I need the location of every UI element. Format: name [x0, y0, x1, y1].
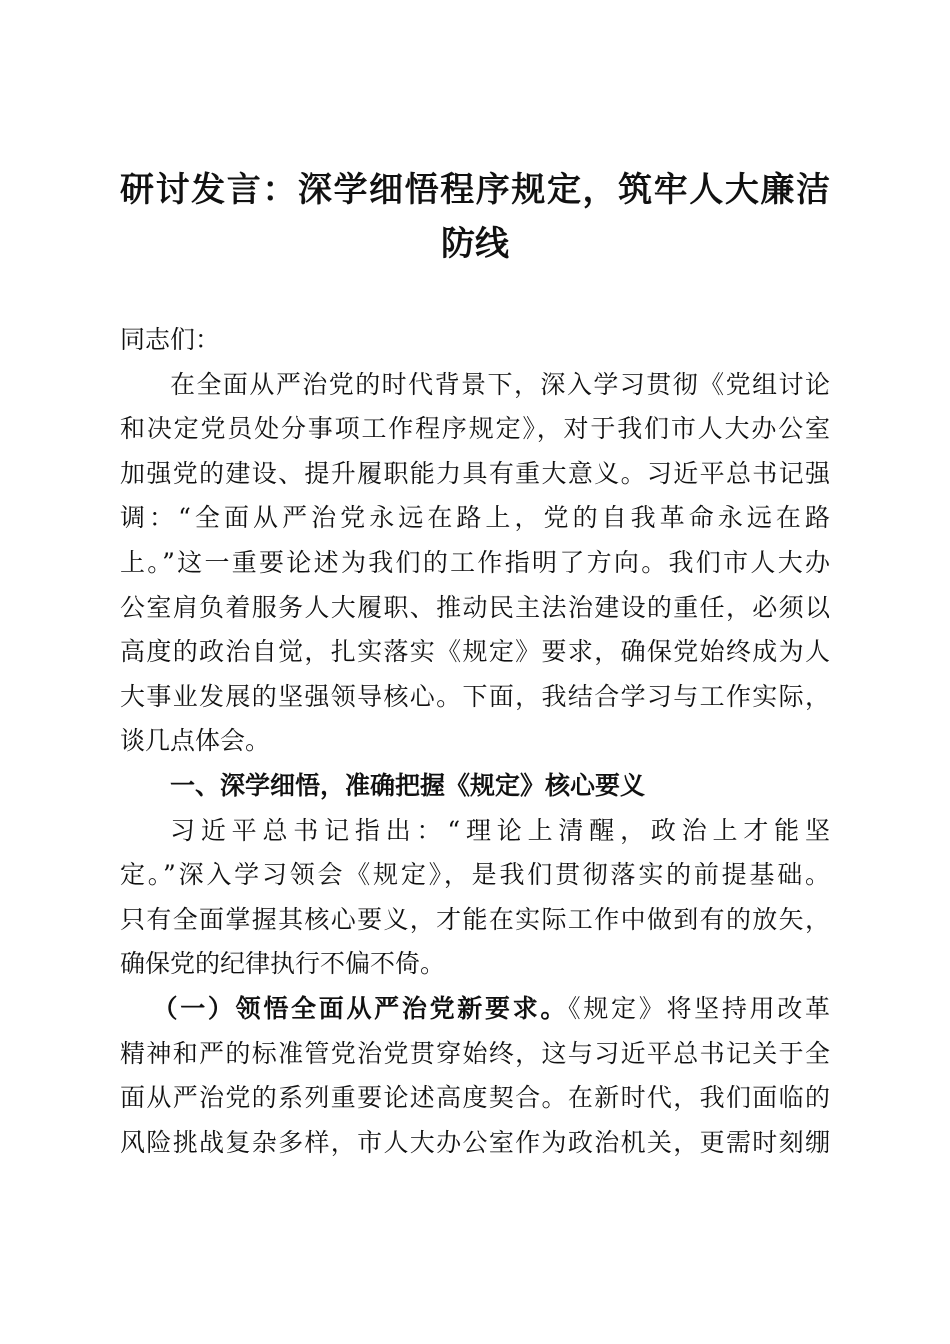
section-line: 只有全面掌握其核心要义，才能在实际工作中做到有的放矢，	[120, 904, 830, 934]
intro-line: 大事业发展的坚强领导核心。下面，我结合学习与工作实际，	[120, 681, 830, 711]
section-line: 定。”深入学习领会《规定》，是我们贯彻落实的前提基础。	[120, 860, 830, 890]
intro-line: 和决定党员处分事项工作程序规定》，对于我们市人大办公室	[120, 414, 830, 444]
intro-line: 谈几点体会。	[120, 726, 271, 756]
title-line-1: 研讨发言：深学细悟程序规定，筑牢人大廉洁	[120, 170, 830, 210]
section-line: 习近平总书记指出：“理论上清醒，政治上才能坚	[170, 815, 830, 845]
subsection-line: 风险挑战复杂多样，市人大办公室作为政治机关，更需时刻绷	[120, 1127, 830, 1157]
subsection-line: 面从严治党的系列重要论述高度契合。在新时代，我们面临的	[120, 1083, 830, 1113]
section-heading: 一、深学细悟，准确把握《规定》核心要义	[170, 770, 646, 800]
intro-line: 在全面从严治党的时代背景下，深入学习贯彻《党组讨论	[170, 369, 830, 399]
subsection-line: 精神和严的标准管党治党贯穿始终，这与习近平总书记关于全	[120, 1038, 830, 1068]
intro-line: 公室肩负着服务人大履职、推动民主法治建设的重任，必须以	[120, 592, 830, 622]
salutation: 同志们：	[120, 325, 221, 354]
section-paragraph	[120, 809, 830, 987]
intro-line: 加强党的建设、提升履职能力具有重大意义。习近平总书记强	[120, 458, 830, 488]
section-line: 确保党的纪律执行不偏不倚。	[120, 949, 446, 979]
intro-line: 上。”这一重要论述为我们的工作指明了方向。我们市人大办	[120, 547, 830, 577]
document-body	[120, 318, 830, 1165]
subsection-first-line-rest: 《规定》将坚持用改革	[568, 993, 830, 1023]
subsection-first-line	[120, 987, 830, 1032]
intro-line: 高度的政治自觉，扎实落实《规定》要求，确保党始终成为人	[120, 637, 830, 667]
subsection-paragraph	[120, 987, 830, 1165]
document-title	[120, 163, 830, 271]
intro-line: 调：“全面从严治党永远在路上，党的自我革命永远在路	[120, 503, 830, 533]
intro-paragraph	[120, 363, 830, 764]
title-line-2: 防线	[441, 224, 509, 264]
subsection-lead: （一）领悟全面从严治党新要求。	[152, 993, 569, 1023]
